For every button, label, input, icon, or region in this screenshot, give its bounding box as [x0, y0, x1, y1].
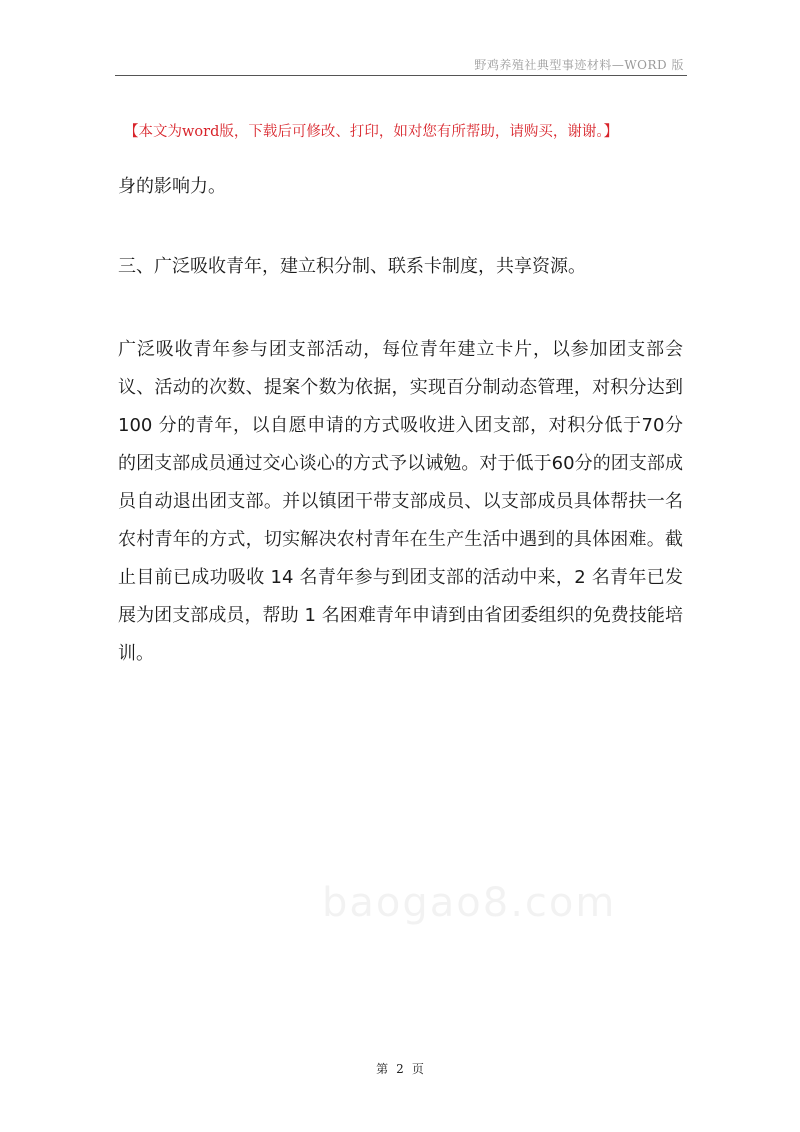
- paragraph-body: 广泛吸收青年参与团支部活动，每位青年建立卡片，以参加团支部会议、活动的次数、提案个数为依据，实现百分制动态管理，对积分达到 100 分的青年，以自愿申请的方式吸收进入团支部，对积分低于70分的团支部成员通过交心谈心的方式予以诫勉。对于低于60分的团支部成员自动退出团支部。并以镇团干带支部成员、以支部成员具体帮扶一名农村青年的方式，切实解决农村青年在生产生活中遇到的具体困难。截止目前已成功吸收 14 名青年参与到团支部的活动中来，2 名青年已发展为团支部成员，帮助 1 名困难青年申请到由省团委组织的免费技能培训。: [118, 339, 683, 664]
- watermark: baogao8.com: [322, 880, 617, 926]
- paragraph-continuation: 身的影响力。: [118, 176, 226, 197]
- page-label-suffix: 页: [411, 1062, 424, 1076]
- document-body: [118, 168, 683, 673]
- page-footer: [0, 1060, 800, 1077]
- paragraph-spacer: [118, 286, 683, 331]
- header-title: 野鸡养殖社典型事迹材料—WORD 版: [474, 58, 684, 72]
- paragraph-spacer: [118, 206, 683, 248]
- header-divider: [115, 75, 687, 76]
- page-number: 2: [396, 1062, 404, 1076]
- section-heading: 三、广泛吸收青年，建立积分制、联系卡制度，共享资源。: [118, 256, 586, 277]
- purchase-notice: 【本文为word版，下载后可修改、打印，如对您有所帮助，请购买，谢谢。】: [124, 124, 619, 140]
- page-label-prefix: 第: [376, 1062, 389, 1076]
